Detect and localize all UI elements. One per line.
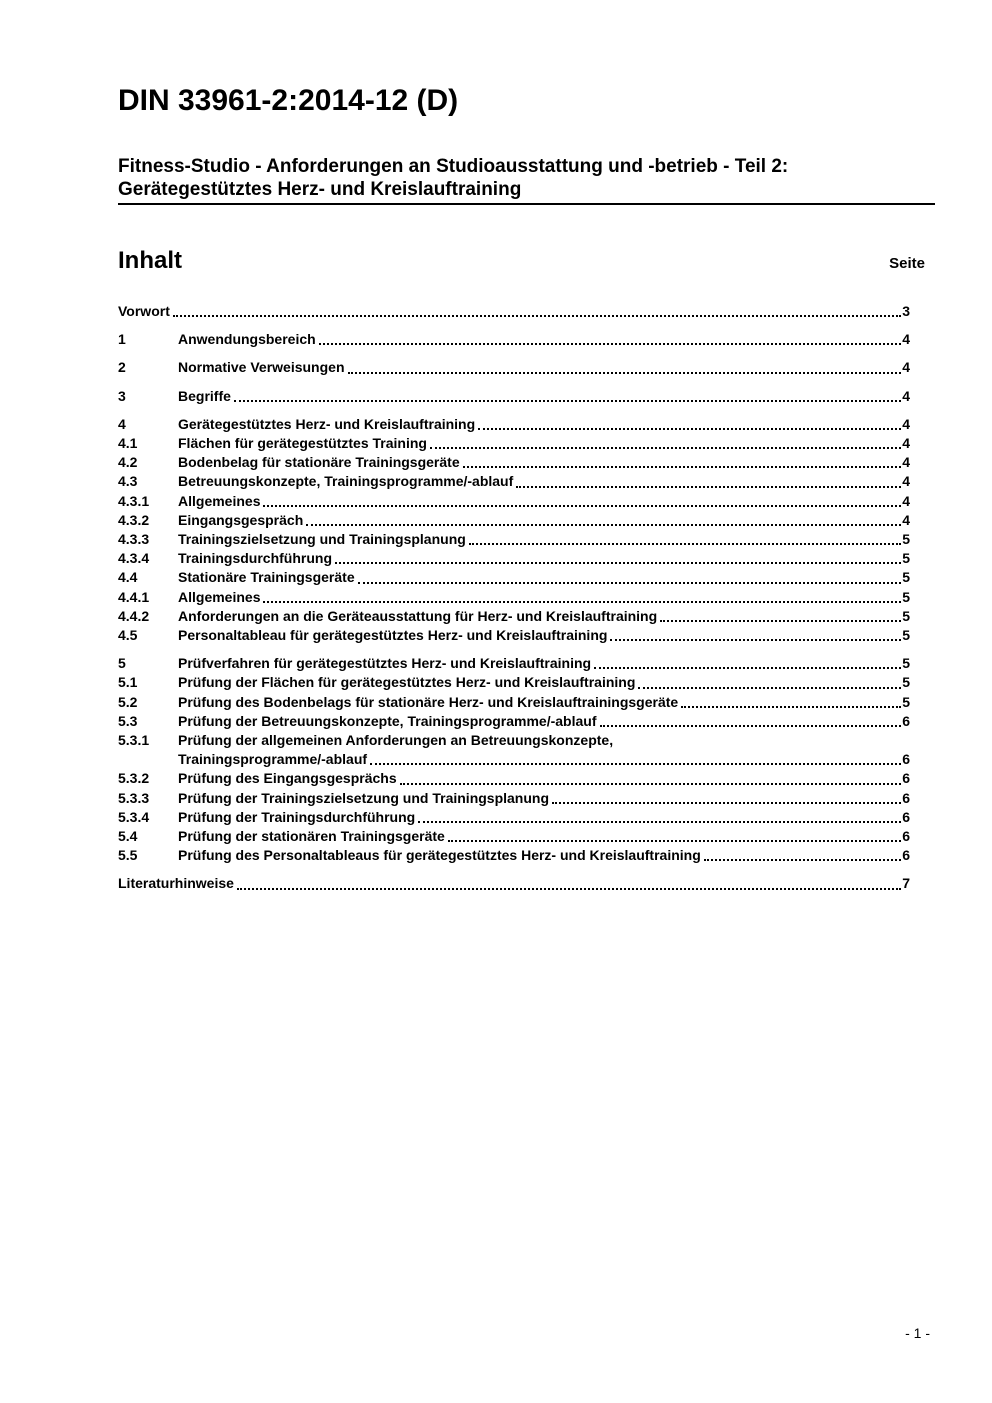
toc-entry-line1: [178, 588, 910, 607]
toc-entry-page: 5: [902, 693, 910, 710]
document-subtitle-line2: Gerätegestütztes Herz- und Kreislauftraining: [118, 179, 522, 200]
toc-entry-title-continued: Trainingsprogramme/-ablauf: [178, 751, 368, 768]
toc-entry-page: 4: [902, 359, 910, 376]
toc-dot-leader: [348, 372, 902, 374]
toc-entry-page: 5: [902, 569, 910, 586]
toc-dot-leader: [370, 763, 901, 765]
toc-entry-number: 4.3.1: [118, 492, 150, 509]
toc-entry[interactable]: [118, 453, 910, 472]
toc-entry-page: 5: [902, 655, 910, 672]
toc-entry-body: [178, 769, 910, 788]
toc-page-column-label: Seite: [889, 255, 925, 272]
toc-entry-title: Anwendungsbereich: [178, 331, 316, 348]
toc-entry-title: Prüfung der stationären Trainingsgeräte: [178, 828, 445, 845]
toc-entry[interactable]: [118, 693, 910, 712]
toc-entry[interactable]: [118, 302, 910, 321]
toc-entry[interactable]: [118, 330, 910, 349]
toc-entry[interactable]: [118, 530, 910, 549]
toc-entry-title: Prüfung der Flächen für gerätegestütztes Herz- und Kreislauftraining: [178, 674, 636, 691]
toc-entry-line1: [178, 549, 910, 568]
toc-dot-leader: [469, 543, 901, 545]
toc-header-row: [118, 247, 935, 275]
toc-entry-number: 3: [118, 387, 126, 404]
toc-entry[interactable]: [118, 731, 910, 769]
toc-dot-leader: [594, 667, 901, 669]
toc-entry-page: 4: [902, 454, 910, 471]
toc-entry-body: [178, 330, 910, 349]
toc-entry[interactable]: [118, 626, 910, 645]
toc-dot-leader: [335, 562, 901, 564]
toc-entry-page: 4: [902, 511, 910, 528]
toc-entry-line1: [178, 731, 910, 750]
toc-entry-body: [178, 808, 910, 827]
toc-entry-body: [178, 731, 910, 769]
toc-list: [118, 302, 935, 894]
toc-entry-page: 4: [902, 435, 910, 452]
toc-entry-title: Prüfung des Eingangsgesprächs: [178, 770, 397, 787]
toc-entry-number: 4: [118, 415, 126, 432]
toc-entry-body: [178, 472, 910, 491]
toc-entry-line1: [178, 626, 910, 645]
toc-dot-leader: [173, 315, 901, 317]
toc-entry-page: 6: [902, 712, 910, 729]
toc-entry-line1: [178, 654, 910, 673]
toc-entry-line1: [178, 330, 910, 349]
toc-entry-title: Trainingsdurchführung: [178, 550, 332, 567]
toc-entry-page: 3: [902, 303, 910, 319]
toc-entry-page: 6: [902, 770, 910, 787]
toc-entry-number: 4.2: [118, 454, 138, 471]
toc-entry-line1: [178, 511, 910, 530]
toc-entry-title: Prüfung der Betreuungskonzepte, Trainingsprogramme/-ablauf: [178, 712, 597, 729]
toc-dot-leader: [463, 466, 902, 468]
toc-entry-body: [178, 712, 910, 731]
toc-entry[interactable]: [118, 673, 910, 692]
toc-entry-number: 2: [118, 359, 126, 376]
toc-entry-number: 4.3.4: [118, 550, 150, 567]
toc-entry-title: Prüfung des Personaltableaus für gerätegestütztes Herz- und Kreislauftraining: [178, 847, 701, 864]
toc-dot-leader: [478, 428, 901, 430]
toc-dot-leader: [610, 639, 901, 641]
toc-entry-title: Betreuungskonzepte, Trainingsprogramme/-ablauf: [178, 473, 514, 490]
toc-entry-line1: [178, 472, 910, 491]
toc-entry-body: [178, 673, 910, 692]
toc-dot-leader: [681, 706, 901, 708]
toc-entry-page: 4: [902, 473, 910, 490]
document-title: DIN 33961-2:2014-12 (D): [118, 84, 459, 117]
toc-entry-title: Personaltableau für gerätegestütztes Herz- und Kreislauftraining: [178, 627, 608, 644]
toc-dot-leader: [319, 343, 902, 345]
toc-entry-page: 6: [902, 751, 910, 768]
toc-entry-number: 4.5: [118, 627, 138, 644]
toc-entry-body: [178, 789, 910, 808]
toc-entry-number: 1: [118, 331, 126, 348]
toc-entry-body: [178, 588, 910, 607]
toc-entry-title: Allgemeines: [178, 492, 261, 509]
document-subtitle-line1: Fitness-Studio - Anforderungen an Studioausstattung und -betrieb - Teil 2:: [118, 156, 789, 177]
toc-entry-line1: [178, 453, 910, 472]
toc-entry-page: 4: [902, 415, 910, 432]
toc-entry-line1: [178, 827, 910, 846]
toc-entry-line1: [178, 358, 910, 377]
toc-entry-title: Prüfung der Trainingsdurchführung: [178, 808, 416, 825]
toc-entry-number: 5: [118, 655, 126, 672]
toc-entry-body: [178, 511, 910, 530]
toc-entry[interactable]: [118, 769, 910, 788]
toc-dot-leader: [263, 601, 901, 603]
toc-entry[interactable]: [118, 511, 910, 530]
page-number-footer: - 1 -: [905, 1325, 930, 1341]
toc-entry-body: [178, 492, 910, 511]
toc-entry[interactable]: [118, 568, 910, 587]
toc-entry-line1: [118, 874, 910, 893]
toc-entry-line1: [178, 530, 910, 549]
toc-entry-page: 4: [902, 387, 910, 404]
toc-dot-leader: [306, 524, 901, 526]
toc-entry-page: 6: [902, 828, 910, 845]
toc-heading: Inhalt: [118, 247, 182, 274]
toc-entry-title: Prüfverfahren für gerätegestütztes Herz- und Kreislauftraining: [178, 655, 592, 672]
document-subtitle: [118, 155, 935, 201]
toc-dot-leader: [660, 620, 901, 622]
toc-entry-body: [118, 874, 910, 893]
toc-dot-leader: [263, 505, 901, 507]
toc-entry-title: Begriffe: [178, 387, 231, 404]
toc-entry-number: 4.4.1: [118, 588, 150, 605]
toc-entry[interactable]: [118, 358, 910, 377]
toc-entry-title: Gerätegestütztes Herz- und Kreislauftraining: [178, 415, 476, 432]
toc-entry-line1: [178, 808, 910, 827]
toc-entry-page: 6: [902, 847, 910, 864]
toc-entry-body: [178, 607, 910, 626]
toc-entry-number: 5.3.1: [118, 732, 150, 749]
toc-entry[interactable]: [118, 492, 910, 511]
toc-dot-leader: [234, 400, 901, 402]
toc-entry-page: 5: [902, 588, 910, 605]
toc-entry[interactable]: [118, 712, 910, 731]
toc-dot-leader: [358, 582, 902, 584]
toc-entry-body: [178, 549, 910, 568]
toc-entry[interactable]: [118, 654, 910, 673]
toc-entry-title: Normative Verweisungen: [178, 359, 345, 376]
toc-entry-title: Vorwort: [118, 303, 170, 319]
toc-entry-title: Trainingszielsetzung und Trainingsplanung: [178, 531, 466, 548]
toc-entry-line1: [118, 302, 910, 321]
toc-entry[interactable]: [118, 588, 910, 607]
toc-entry[interactable]: [118, 472, 910, 491]
subtitle-rule: [118, 203, 935, 205]
toc-entry-title: Eingangsgespräch: [178, 511, 304, 528]
toc-dot-leader: [600, 725, 902, 727]
toc-entry-body: [178, 827, 910, 846]
toc-entry[interactable]: [118, 874, 910, 893]
toc-entry-page: 5: [902, 674, 910, 691]
toc-entry-page: 6: [902, 789, 910, 806]
toc-dot-leader: [448, 840, 901, 842]
toc-entry[interactable]: [118, 846, 910, 865]
toc-entry-number: 5.4: [118, 828, 138, 845]
toc-entry-body: [178, 654, 910, 673]
toc-entry-body: [178, 358, 910, 377]
toc-entry-number: 4.3.3: [118, 531, 150, 548]
toc-entry-title: Prüfung der Trainingszielsetzung und Trainingsplanung: [178, 789, 550, 806]
toc-entry-page: 5: [902, 627, 910, 644]
toc-entry-body: [178, 626, 910, 645]
toc-entry-title: Prüfung der allgemeinen Anforderungen an Betreuungskonzepte,: [178, 732, 614, 749]
toc-entry-body: [178, 387, 910, 406]
toc-entry[interactable]: [118, 549, 910, 568]
toc-entry-title: Stationäre Trainingsgeräte: [178, 569, 355, 586]
toc-entry-number: 4.1: [118, 435, 138, 452]
toc-entry-line1: [178, 415, 910, 434]
toc-entry-body: [178, 846, 910, 865]
toc-entry-line1: [178, 568, 910, 587]
toc-entry-title: Literaturhinweise: [118, 875, 234, 892]
toc-entry-line1: [178, 693, 910, 712]
toc-entry-number: 5.3: [118, 712, 138, 729]
toc-entry-body: [178, 434, 910, 453]
toc-entry-line2: [178, 750, 910, 769]
toc-entry-number: 4.3.2: [118, 511, 150, 528]
toc-entry-title: Flächen für gerätegestütztes Training: [178, 435, 427, 452]
toc-entry-number: 5.1: [118, 674, 138, 691]
toc-entry-body: [178, 568, 910, 587]
toc-entry-page: 7: [902, 875, 910, 892]
toc-entry-line1: [178, 492, 910, 511]
toc-entry-title: Bodenbelag für stationäre Trainingsgeräte: [178, 454, 460, 471]
toc-entry-number: 4.4.2: [118, 607, 150, 624]
toc-entry-line1: [178, 434, 910, 453]
toc-entry-line1: [178, 387, 910, 406]
toc-entry-line1: [178, 607, 910, 626]
toc-dot-leader: [430, 447, 901, 449]
toc-entry-number: 5.3.4: [118, 808, 150, 825]
toc-entry-number: 4.3: [118, 473, 138, 490]
toc-entry[interactable]: [118, 607, 910, 626]
toc-entry-line1: [178, 769, 910, 788]
toc-entry-page: 5: [902, 550, 910, 567]
toc-entry-body: [178, 530, 910, 549]
toc-entry-title: Allgemeines: [178, 588, 261, 605]
toc-dot-leader: [237, 888, 901, 890]
toc-entry-body: [118, 302, 910, 321]
toc-entry-number: 5.3.2: [118, 770, 150, 787]
toc-entry-number: 5.5: [118, 847, 138, 864]
toc-entry-page: 6: [902, 808, 910, 825]
toc-entry[interactable]: [118, 789, 910, 808]
toc-entry[interactable]: [118, 434, 910, 453]
toc-entry-line1: [178, 846, 910, 865]
toc-entry-page: 5: [902, 531, 910, 548]
toc-entry-page: 5: [902, 607, 910, 624]
toc-dot-leader: [638, 687, 901, 689]
toc-entry-body: [178, 453, 910, 472]
toc-entry-page: 4: [902, 331, 910, 348]
toc-entry-number: 5.2: [118, 693, 138, 710]
toc-entry[interactable]: [118, 808, 910, 827]
toc-entry-line1: [178, 789, 910, 808]
toc-entry[interactable]: [118, 415, 910, 434]
toc-entry-line1: [178, 673, 910, 692]
toc-entry-body: [178, 693, 910, 712]
toc-entry-number: 5.3.3: [118, 789, 150, 806]
toc-dot-leader: [704, 859, 901, 861]
toc-dot-leader: [516, 486, 901, 488]
toc-entry-body: [178, 415, 910, 434]
toc-entry-number: 4.4: [118, 569, 138, 586]
toc-entry-page: 4: [902, 492, 910, 509]
toc-dot-leader: [418, 821, 901, 823]
toc-entry[interactable]: [118, 827, 910, 846]
toc-entry-line1: [178, 712, 910, 731]
toc-entry[interactable]: [118, 387, 910, 406]
toc-dot-leader: [400, 783, 902, 785]
toc-entry-title: Prüfung des Bodenbelags für stationäre Herz- und Kreislauftrainingsgeräte: [178, 693, 679, 710]
toc-dot-leader: [552, 802, 901, 804]
toc-entry-title: Anforderungen an die Geräteausstattung für Herz- und Kreislauftraining: [178, 607, 658, 624]
